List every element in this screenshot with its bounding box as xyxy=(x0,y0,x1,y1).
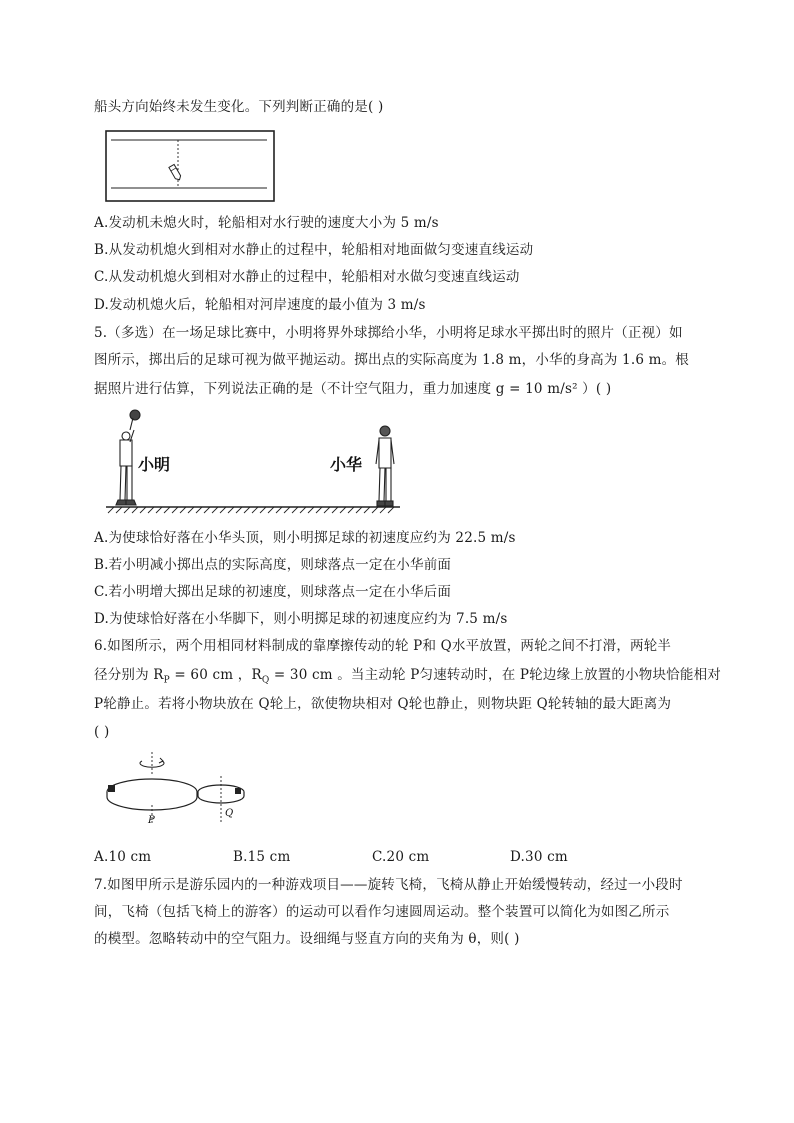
q6-stem-line4: ( ) xyxy=(94,724,110,740)
block-on-q xyxy=(235,788,241,794)
block-on-p xyxy=(108,785,115,792)
q7-stem-line2: 间，飞椅（包括飞椅上的游客）的运动可以看作匀速圆周运动。整个装置可以简化为如图乙所示 xyxy=(94,904,670,920)
q6-option-c: C.20 cm xyxy=(372,849,430,865)
throw-in-figure xyxy=(104,408,404,516)
thrower-figure xyxy=(116,410,140,505)
q6-stem-line3: P轮静止。若将小物块放在 Q轮上，欲使物块相对 Q轮也静止，则物块距 Q轮转轴的最大距离为 xyxy=(94,696,672,712)
q4-stem-tail: 船头方向始终未发生变化。下列判断正确的是( ) xyxy=(94,99,384,115)
friction-wheels-figure xyxy=(104,748,264,836)
fig-label-q: Q xyxy=(225,808,234,819)
fig-label-p: P xyxy=(148,815,155,826)
q5-stem-line3: 据照片进行估算，下列说法正确的是（不计空气阻力，重力加速度 g = 10 m/s² ）( ) xyxy=(94,381,612,397)
q6-option-a: A.10 cm xyxy=(94,849,152,865)
q4-option-a: A.发动机未熄火时，轮船相对水行驶的速度大小为 5 m/s xyxy=(94,215,439,231)
figure-label-xiaoming: 小明 xyxy=(138,455,171,474)
q5-option-c: C.若小明增大掷出足球的初速度，则球落点一定在小华后面 xyxy=(94,584,452,600)
q4-option-b: B.从发动机熄火到相对水静止的过程中，轮船相对地面做匀变速直线运动 xyxy=(94,242,534,258)
river-boat-figure xyxy=(105,130,275,202)
q5-stem-line1: 5.（多选）在一场足球比赛中，小明将界外球掷给小华，小明将足球水平掷出时的照片（正视）如 xyxy=(94,325,683,341)
receiver-figure xyxy=(376,426,394,506)
q5-option-d: D.为使球恰好落在小华脚下，则小明掷足球的初速度应约为 7.5 m/s xyxy=(94,611,508,627)
q4-option-c: C.从发动机熄火到相对水静止的过程中，轮船相对水做匀变速直线运动 xyxy=(94,269,520,285)
q6-stem-line2: 径分别为 $R_P = 60$ cm ，$R_Q = 30$ cm 。当主动轮 P匀速转动时，在 P轮边缘上放置的小物块恰能相对 xyxy=(94,667,721,686)
boat-icon xyxy=(169,164,182,181)
q6-option-d: D.30 cm xyxy=(510,849,568,865)
q6-option-b: B.15 cm xyxy=(233,849,291,865)
q5-option-a: A.为使球恰好落在小华头顶，则小明掷足球的初速度应约为 22.5 m/s xyxy=(94,530,516,546)
q7-stem-line1: 7.如图甲所示是游乐园内的一种游戏项目——旋转飞椅，飞椅从静止开始缓慢转动，经过一小段时 xyxy=(94,877,683,893)
q5-stem-line2: 图所示，掷出后的足球可视为做平抛运动。掷出点的实际高度为 1.8 m，小华的身高为 1.6 m。根 xyxy=(94,352,690,368)
figure-label-xiaohua: 小华 xyxy=(330,455,363,474)
q4-option-d: D.发动机熄火后，轮船相对河岸速度的最小值为 3 m/s xyxy=(94,297,426,313)
q5-option-b: B.若小明减小掷出点的实际高度，则球落点一定在小华前面 xyxy=(94,557,452,573)
q6-stem-line1: 6.如图所示，两个用相同材料制成的靠摩擦传动的轮 P和 Q水平放置，两轮之间不打滑，两轮半 xyxy=(94,638,672,654)
q7-stem-line3: 的模型。忽略转动中的空气阻力。设细绳与竖直方向的夹角为 θ，则( ) xyxy=(94,931,520,947)
